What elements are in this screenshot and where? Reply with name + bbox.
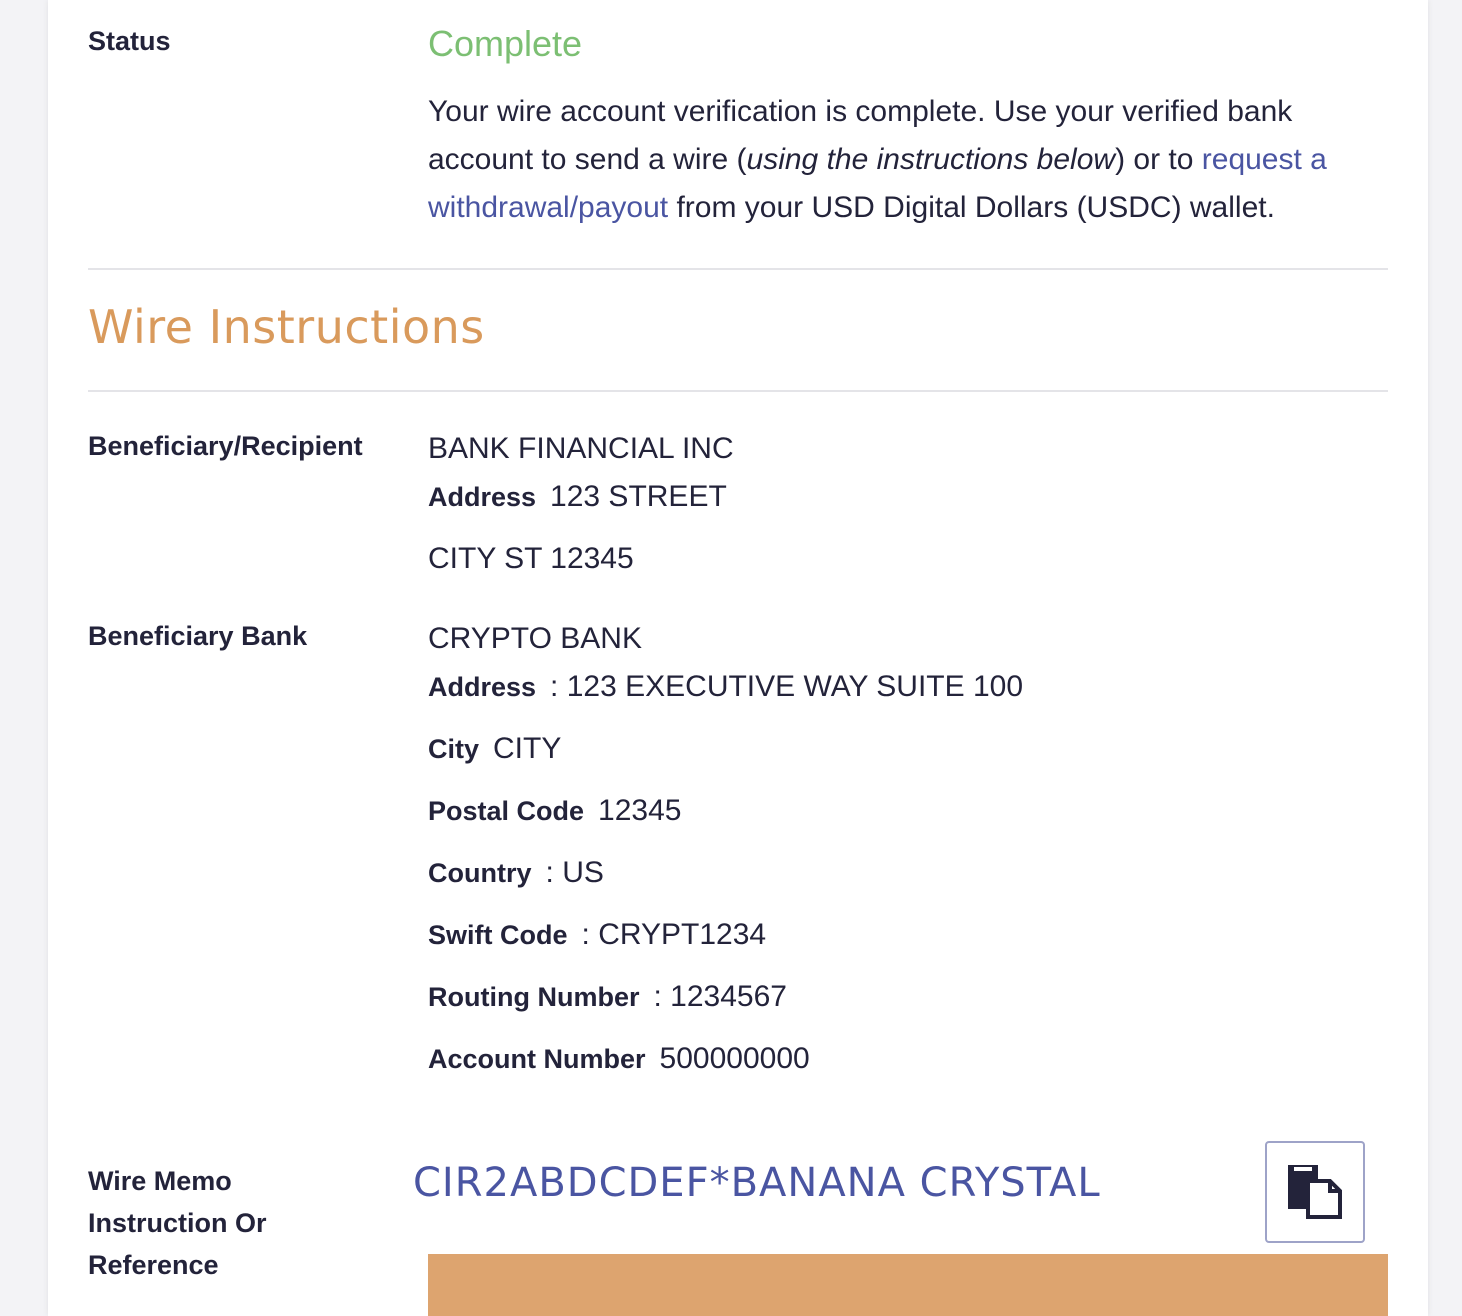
bank-account-value: 500000000 bbox=[659, 1042, 810, 1075]
beneficiary-label: Beneficiary/Recipient bbox=[88, 431, 363, 461]
bank-routing-sep: : bbox=[653, 980, 662, 1013]
memo-label-line2: Instruction Or bbox=[88, 1208, 267, 1238]
bank-postal bbox=[428, 787, 1388, 835]
beneficiary-address-label: Address bbox=[428, 482, 537, 512]
bank-swift-label: Swift Code bbox=[428, 920, 568, 950]
bank-country-value: US bbox=[562, 856, 604, 889]
bank-postal-label: Postal Code bbox=[428, 796, 585, 826]
beneficiary-address bbox=[428, 473, 1388, 521]
bank-swift-value: CRYPT1234 bbox=[598, 918, 767, 951]
beneficiary-name: BANK FINANCIAL INC bbox=[428, 432, 734, 465]
bank-postal-value: 12345 bbox=[598, 794, 682, 827]
memo-label-line3: Reference bbox=[88, 1250, 219, 1280]
beneficiary-address-line2: CITY ST 12345 bbox=[428, 542, 634, 575]
status-value: Complete bbox=[428, 23, 583, 64]
memo-value[interactable]: CIR2ABDCDEF*BANANA CRYSTAL bbox=[413, 1160, 1101, 1206]
bank-account-label: Account Number bbox=[428, 1044, 646, 1074]
bank-address bbox=[428, 663, 1388, 711]
request-withdrawal-link[interactable]: request a withdrawal/payout bbox=[428, 143, 1327, 224]
bank-city-label: City bbox=[428, 734, 480, 764]
beneficiary-address-line1: 123 STREET bbox=[550, 480, 727, 513]
bank-city-value: CITY bbox=[493, 732, 562, 765]
memo-label-line1: Wire Memo bbox=[88, 1166, 232, 1196]
status-value-block bbox=[428, 20, 1388, 232]
bank-address-sep: : bbox=[550, 670, 559, 703]
bank-address-value: 123 EXECUTIVE WAY SUITE 100 bbox=[566, 670, 1024, 703]
wire-account-card bbox=[48, 0, 1428, 1316]
divider bbox=[88, 268, 1388, 270]
bank-country-label: Country bbox=[428, 858, 532, 888]
bank-name: CRYPTO BANK bbox=[428, 622, 642, 655]
action-bar bbox=[428, 1254, 1388, 1316]
bank-country-sep: : bbox=[545, 856, 554, 889]
status-description bbox=[428, 88, 1388, 232]
bank-value bbox=[428, 615, 1388, 1083]
memo-label bbox=[88, 1160, 267, 1286]
copy-icon bbox=[1286, 1163, 1344, 1221]
status-desc-text-1: Your wire account verification is complete. Use your verified bank account to send a wire ( bbox=[428, 95, 1293, 176]
bank-label: Beneficiary Bank bbox=[88, 621, 308, 651]
status-desc-text-3: from your USD Digital Dollars (USDC) wallet. bbox=[668, 191, 1275, 224]
status-desc-italic: using the instructions below bbox=[746, 143, 1116, 176]
bank-account bbox=[428, 1035, 1388, 1083]
divider bbox=[88, 390, 1388, 392]
section-title: Wire Instructions bbox=[88, 300, 485, 354]
bank-country bbox=[428, 849, 1388, 897]
copy-memo-button[interactable] bbox=[1265, 1141, 1365, 1243]
bank-routing-label: Routing Number bbox=[428, 982, 640, 1012]
bank-routing-value: 1234567 bbox=[670, 980, 787, 1013]
beneficiary-value bbox=[428, 425, 1388, 583]
bank-routing bbox=[428, 973, 1388, 1021]
status-desc-text-2: ) or to bbox=[1115, 143, 1202, 176]
bank-swift bbox=[428, 911, 1388, 959]
status-label: Status bbox=[88, 26, 171, 56]
bank-city bbox=[428, 725, 1388, 773]
bank-swift-sep: : bbox=[581, 918, 590, 951]
bank-address-label: Address bbox=[428, 672, 537, 702]
